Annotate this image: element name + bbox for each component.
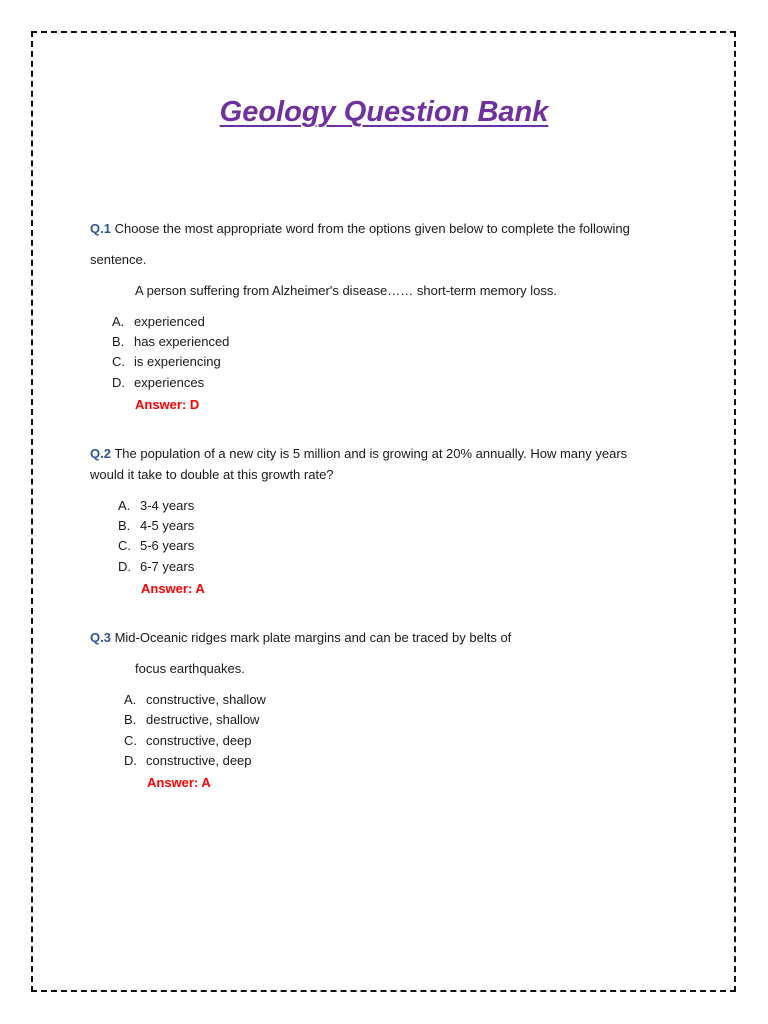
question-2-line1 bbox=[90, 443, 627, 465]
option-a: A. 3-4 years bbox=[118, 498, 195, 513]
option-c: C. 5-6 years bbox=[118, 538, 195, 553]
option-d: D. 6-7 years bbox=[118, 559, 195, 574]
answer-label: Answer: A bbox=[141, 581, 205, 596]
option-b: B. 4-5 years bbox=[118, 518, 195, 533]
answer-label: Answer: D bbox=[135, 397, 200, 412]
option-d: D. experiences bbox=[112, 375, 205, 390]
question-1-line2: sentence. bbox=[90, 252, 147, 267]
question-number: Q.1 bbox=[90, 221, 111, 236]
question-2-line2: would it take to double at this growth rate? bbox=[90, 467, 334, 482]
option-d: D. constructive, deep bbox=[124, 753, 252, 768]
option-a: A. experienced bbox=[112, 314, 205, 329]
question-1-sentence: A person suffering from Alzheimer's disease…… short-term memory loss. bbox=[135, 283, 557, 298]
question-3-line2: focus earthquakes. bbox=[135, 661, 245, 676]
question-3-line1 bbox=[90, 627, 511, 649]
option-b: B. has experienced bbox=[112, 334, 230, 349]
option-b: B. destructive, shallow bbox=[124, 712, 260, 727]
question-number: Q.2 bbox=[90, 446, 111, 461]
question-text: Mid-Oceanic ridges mark plate margins and can be traced by belts of bbox=[114, 630, 512, 645]
page-title: Geology Question Bank bbox=[219, 96, 549, 128]
question-text: Choose the most appropriate word from the options given below to complete the following bbox=[114, 221, 630, 236]
option-c: C. constructive, deep bbox=[124, 733, 252, 748]
answer-label: Answer: A bbox=[147, 775, 211, 790]
question-text: The population of a new city is 5 million and is growing at 20% annually. How many years bbox=[114, 446, 628, 461]
option-c: C. is experiencing bbox=[112, 354, 221, 369]
question-1-line1 bbox=[90, 218, 630, 240]
option-a: A. constructive, shallow bbox=[124, 692, 266, 707]
question-number: Q.3 bbox=[90, 630, 111, 645]
